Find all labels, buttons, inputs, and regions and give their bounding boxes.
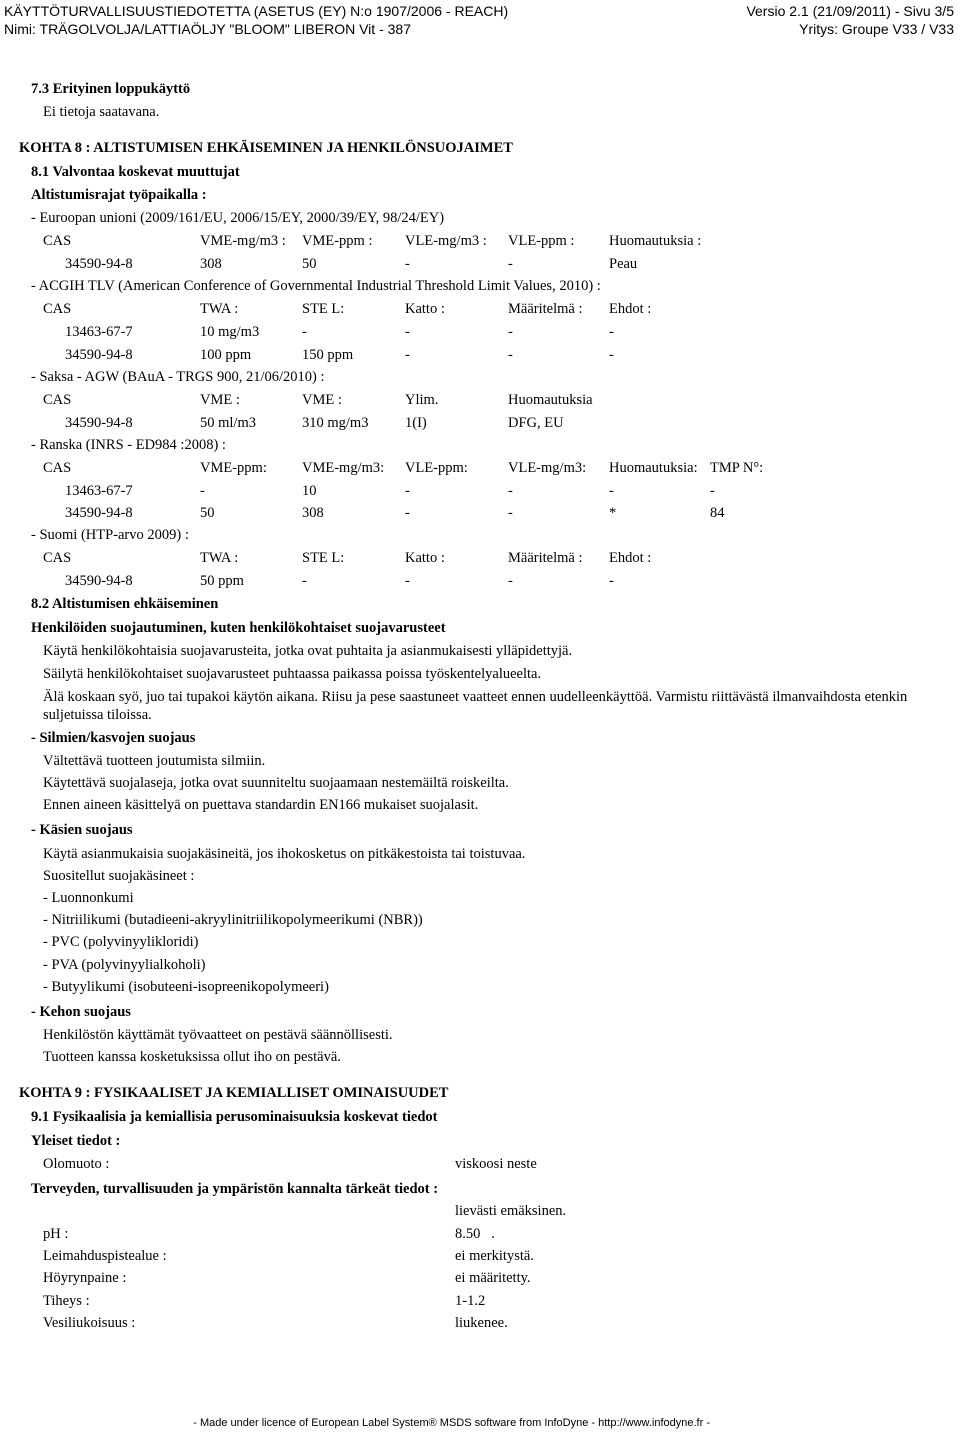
table-header-cell: VME-ppm :: [302, 233, 373, 249]
table-cell: 34590-94-8: [65, 256, 133, 272]
table-header-cell: TWA :: [200, 301, 239, 317]
glove-item: - Nitriilikumi (butadieeni-akryylinitriilikopolymeerikumi (NBR)): [43, 912, 423, 928]
table-cell: 34590-94-8: [65, 415, 133, 431]
property-value: 1-1.2: [455, 1293, 486, 1309]
table-cell: 34590-94-8: [65, 573, 133, 589]
table-header-cell: VLE-ppm:: [405, 460, 468, 476]
table-cell: 50 ppm: [200, 573, 244, 589]
table-cell: -: [710, 483, 715, 499]
table-cell: 50: [302, 256, 317, 272]
table-cell: -: [302, 324, 307, 340]
table-header-cell: VME :: [200, 392, 240, 408]
eu-limits-title: - Euroopan unioni (2009/161/EU, 2006/15/EY, 2000/39/EY, 98/24/EY): [31, 210, 445, 226]
table-header-cell: CAS: [43, 301, 72, 317]
table-cell: -: [508, 483, 513, 499]
table-cell: -: [405, 324, 410, 340]
table-cell: -: [508, 324, 513, 340]
document-title: KÄYTTÖTURVALLISUUSTIEDOTETTA (ASETUS (EY) N:o 1907/2006 - REACH): [4, 3, 509, 19]
section-9-title: KOHTA 9 : FYSIKAALISET JA KEMIALLISET OMINAISUUDET: [19, 1085, 449, 1101]
body-protection-text: Tuotteen kanssa kosketuksissa ollut iho on pestävä.: [43, 1049, 341, 1065]
table-cell: -: [609, 347, 614, 363]
table-cell: 50 ml/m3: [200, 415, 256, 431]
eye-protection-text: Käytettävä suojalaseja, jotka ovat suunniteltu suojaamaan nestemäiltä roiskeilta.: [43, 775, 509, 791]
table-header-cell: Huomautuksia: [508, 392, 593, 408]
general-info-title: Yleiset tiedot :: [31, 1133, 121, 1149]
table-cell: 13463-67-7: [65, 483, 133, 499]
section-7-3-text: Ei tietoja saatavana.: [43, 104, 160, 120]
version-page: Versio 2.1 (21/09/2011) - Sivu 3/5: [746, 3, 954, 19]
table-cell: -: [405, 505, 410, 521]
table-header-cell: CAS: [43, 550, 72, 566]
table-header-cell: STE L:: [302, 550, 345, 566]
table-cell: -: [508, 505, 513, 521]
table-cell: 10 mg/m3: [200, 324, 260, 340]
acgih-limits-title: - ACGIH TLV (American Conference of Governmental Industrial Threshold Limit Values, 2010) :: [31, 278, 601, 294]
property-value: 8.50 .: [455, 1226, 495, 1242]
table-header-cell: Ylim.: [405, 392, 439, 408]
table-header-cell: TWA :: [200, 550, 239, 566]
table-cell: -: [200, 483, 205, 499]
table-header-cell: Ehdot :: [609, 301, 652, 317]
table-cell: 308: [200, 256, 222, 272]
eye-protection-text: Ennen aineen käsittelyä on puettava standardin EN166 mukaiset suojalasit.: [43, 797, 479, 813]
property-label: pH :: [43, 1226, 69, 1242]
table-header-cell: CAS: [43, 233, 72, 249]
hand-protection-text: Käytä asianmukaisia suojakäsineitä, jos ihokosketus on pitkäkestoista tai toistuvaa.: [43, 846, 526, 862]
ppe-title: Henkilöiden suojautuminen, kuten henkilökohtaiset suojavarusteet: [31, 620, 446, 636]
ppe-text: Säilytä henkilökohtaiset suojavarusteet puhtaassa paikassa poissa työskentelyalueelta.: [43, 666, 542, 682]
table-header-cell: VME-mg/m3:: [302, 460, 385, 476]
section-8-2-title: 8.2 Altistumisen ehkäiseminen: [31, 596, 219, 612]
table-header-cell: Katto :: [405, 301, 445, 317]
exposure-limits-title: Altistumisrajat työpaikalla :: [31, 187, 207, 203]
table-header-cell: VLE-mg/m3:: [508, 460, 587, 476]
table-header-cell: TMP N°:: [710, 460, 764, 476]
glove-item: - Butyylikumi (isobuteeni-isopreenikopolymeeri): [43, 979, 329, 995]
table-header-cell: VME :: [302, 392, 342, 408]
table-cell: -: [508, 256, 513, 272]
table-cell: 84: [710, 505, 725, 521]
hand-protection-title: - Käsien suojaus: [31, 822, 133, 838]
table-cell: 310 mg/m3: [302, 415, 369, 431]
table-cell: -: [302, 573, 307, 589]
section-8-title: KOHTA 8 : ALTISTUMISEN EHKÄISEMINEN JA HENKILÖNSUOJAIMET: [19, 140, 513, 156]
property-label: Leimahduspistealue :: [43, 1248, 167, 1264]
table-cell: -: [609, 573, 614, 589]
table-header-cell: STE L:: [302, 301, 345, 317]
section-9-1-title: 9.1 Fysikaalisia ja kemiallisia perusominaisuuksia koskevat tiedot: [31, 1109, 438, 1125]
table-header-cell: CAS: [43, 392, 72, 408]
glove-item: - Luonnonkumi: [43, 890, 134, 906]
product-name: Nimi: TRÄGOLVOLJA/LATTIAÖLJY "BLOOM" LIBERON Vit - 387: [4, 21, 411, 37]
table-cell: -: [405, 483, 410, 499]
table-header-cell: Huomautuksia:: [609, 460, 698, 476]
glove-item: - PVA (polyvinyylialkoholi): [43, 957, 206, 973]
property-value: ei määritetty.: [455, 1270, 531, 1286]
property-label: Vesiliukoisuus :: [43, 1315, 136, 1331]
table-cell: *: [609, 505, 617, 521]
ppe-text: Älä koskaan syö, juo tai tupakoi käytön aikana. Riisu ja pese saastuneet vaatteet ennen uudelleenkäyttöä. Varmistu riittävästä ilmanvaihdosta etenkin suljetuissa tiloissa.: [43, 689, 908, 723]
table-header-cell: Huomautuksia :: [609, 233, 702, 249]
table-cell: 100 ppm: [200, 347, 252, 363]
table-header-cell: Katto :: [405, 550, 445, 566]
germany-limits-title: - Saksa - AGW (BAuA - TRGS 900, 21/06/2010) :: [31, 369, 325, 385]
section-7-3-title: 7.3 Erityinen loppukäyttö: [31, 81, 191, 97]
hand-protection-text: Suositellut suojakäsineet :: [43, 868, 195, 884]
form-label: Olomuoto :: [43, 1156, 110, 1172]
table-cell: -: [405, 573, 410, 589]
section-8-1-title: 8.1 Valvontaa koskevat muuttujat: [31, 164, 240, 180]
footer-licence: - Made under licence of European Label System® MSDS software from InfoDyne - http://www.infodyne.fr -: [193, 1417, 710, 1429]
france-limits-title: - Ranska (INRS - ED984 :2008) :: [31, 437, 226, 453]
table-header-cell: VME-mg/m3 :: [200, 233, 286, 249]
body-protection-title: - Kehon suojaus: [31, 1004, 131, 1020]
table-header-cell: Määritelmä :: [508, 550, 583, 566]
table-cell: 34590-94-8: [65, 505, 133, 521]
table-cell: -: [508, 347, 513, 363]
table-cell: 308: [302, 505, 324, 521]
table-cell: Peau: [609, 256, 638, 272]
table-cell: -: [405, 256, 410, 272]
table-cell: -: [405, 347, 410, 363]
eye-protection-title: - Silmien/kasvojen suojaus: [31, 730, 196, 746]
body-protection-text: Henkilöstön käyttämät työvaatteet on pestävä säännöllisesti.: [43, 1027, 393, 1043]
table-header-cell: Ehdot :: [609, 550, 652, 566]
table-cell: 150 ppm: [302, 347, 354, 363]
eye-protection-text: Vältettävä tuotteen joutumista silmiin.: [43, 753, 266, 769]
company-name: Yritys: Groupe V33 / V33: [799, 21, 954, 37]
table-header-cell: VLE-mg/m3 :: [405, 233, 487, 249]
health-info-title: Terveyden, turvallisuuden ja ympäristön kannalta tärkeät tiedot :: [31, 1181, 439, 1197]
ppe-text: Käytä henkilökohtaisia suojavarusteita, jotka ovat puhtaita ja asianmukaisesti ylläpidettyjä.: [43, 643, 573, 659]
table-cell: DFG, EU: [508, 415, 564, 431]
table-header-cell: Määritelmä :: [508, 301, 583, 317]
table-cell: -: [609, 483, 614, 499]
property-value: ei merkitystä.: [455, 1248, 534, 1264]
form-value: viskoosi neste: [455, 1156, 537, 1172]
table-cell: 50: [200, 505, 215, 521]
property-label: Höyrynpaine :: [43, 1270, 127, 1286]
table-header-cell: CAS: [43, 460, 72, 476]
health-info-value: lievästi emäksinen.: [455, 1203, 567, 1219]
table-cell: -: [508, 573, 513, 589]
finland-limits-title: - Suomi (HTP-arvo 2009) :: [31, 527, 189, 543]
table-cell: 34590-94-8: [65, 347, 133, 363]
property-label: Tiheys :: [43, 1293, 90, 1309]
table-cell: 13463-67-7: [65, 324, 133, 340]
table-header-cell: VLE-ppm :: [508, 233, 575, 249]
glove-item: - PVC (polyvinyylikloridi): [43, 934, 199, 950]
table-cell: -: [609, 324, 614, 340]
table-cell: 10: [302, 483, 317, 499]
table-cell: 1(I): [405, 415, 427, 431]
property-value: liukenee.: [455, 1315, 508, 1331]
table-header-cell: VME-ppm:: [200, 460, 267, 476]
